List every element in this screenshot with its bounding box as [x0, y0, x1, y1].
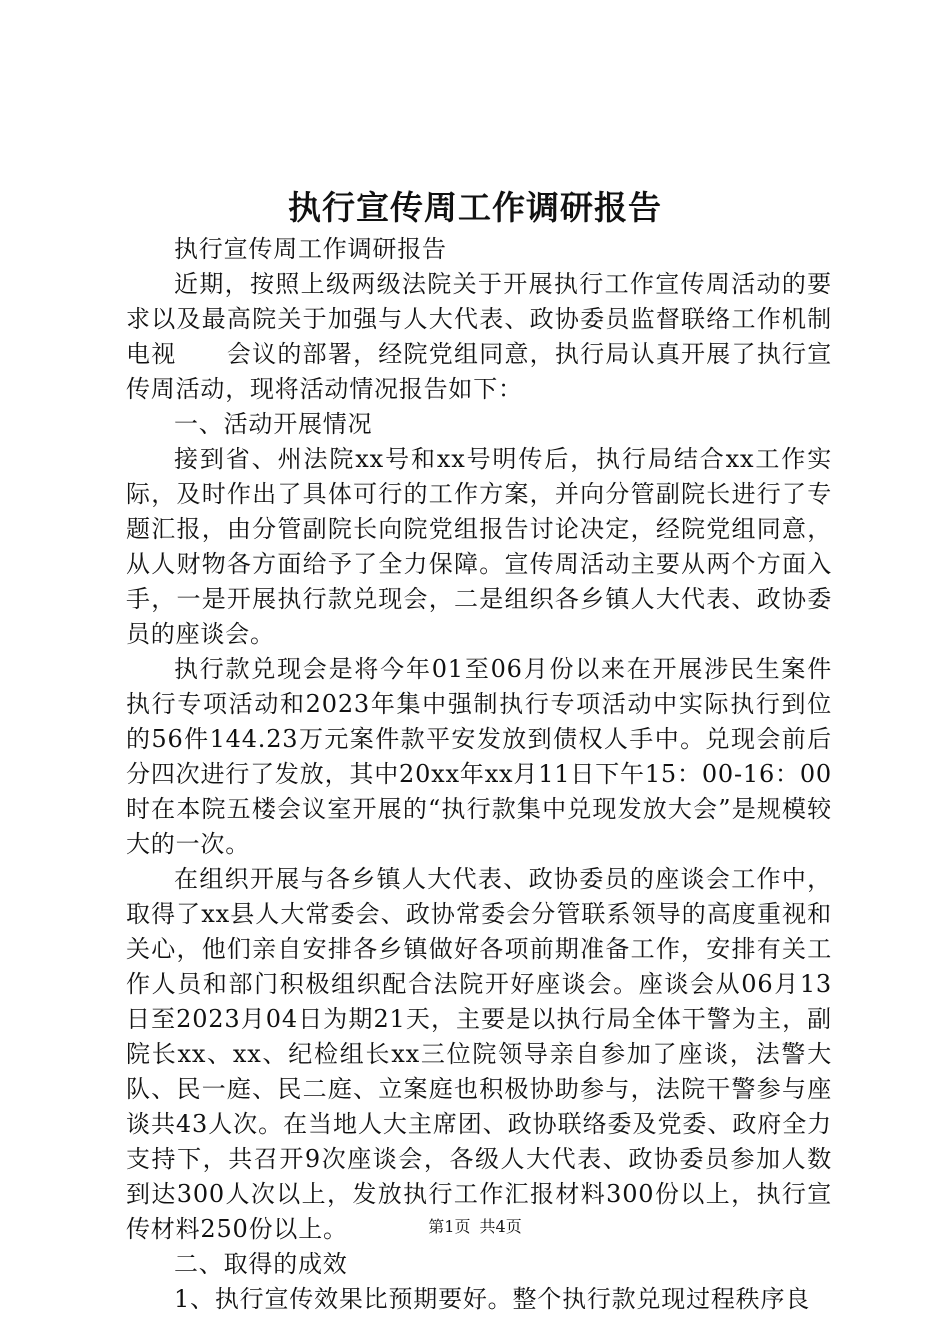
document-title: 执行宣传周工作调研报告 [288, 188, 662, 227]
body-paragraph: 在组织开展与各乡镇人大代表、政协委员的座谈会工作中，取得了xx县人大常委会、政协常委会分管联系领导的高度重视和关心，他们亲自安排各乡镇做好各项前期准备工作，安排有关工作人员和部门积极组织配合法院开好座谈会。座谈会从06月13日至2023月04日为期21天，主要是以执行局全体干警为主，副院长xx、xx、纪检组长xx三位院领导亲自参加了座谈，法警大队、民一庭、民二庭、立案庭也积极协助参与，法院干警参与座谈共43人次。在当地人大主席团、政协联络委及党委、政府全力支持下，共召开9次座谈会，各级人大代表、政协委员参加人数到达300人次以上，发放执行工作汇报材料300份以上，执行宣传材料250份以上。 [126, 865, 832, 1243]
body-paragraph: 执行款兑现会是将今年01至06月份以来在开展涉民生案件执行专项活动和2023年集中强制执行专项活动中实际执行到位的56件144.23万元案件款平安发放到债权人手中。兑现会前后分四次进行了发放，其中20xx年xx月11日下午15：00-16：00时在本院五楼会议室开展的“执行款集中兑现发放大会”是规模较大的一次。 [126, 655, 832, 858]
section-heading-results: 二、取得的成效 [174, 1250, 348, 1278]
document-body [126, 232, 832, 1317]
page-total: 共4页 [479, 1217, 522, 1236]
section-heading-activities: 一、活动开展情况 [174, 410, 373, 438]
body-paragraph: 1、执行宣传效果比预期要好。整个执行款兑现过程秩序良 [174, 1285, 811, 1313]
body-paragraph: 接到省、州法院xx号和xx号明传后，执行局结合xx工作实际，及时作出了具体可行的工作方案，并向分管副院长进行了专题汇报，由分管副院长向院党组报告讨论决定，经院党组同意，从人财物各方面给予了全力保障。宣传周活动主要从两个方面入手，一是开展执行款兑现会，二是组织各乡镇人大代表、政协委员的座谈会。 [126, 445, 832, 648]
page-footer [0, 1215, 950, 1239]
page-number: 第1页 [428, 1217, 471, 1236]
intro-paragraph: 近期，按照上级两级法院关于开展执行工作宣传周活动的要求以及最高院关于加强与人大代表、政协委员监督联络工作机制电视 会议的部署，经院党组同意，执行局认真开展了执行宣传周活动，现将活动情况报告如下： [126, 270, 832, 403]
subtitle-paragraph: 执行宣传周工作调研报告 [174, 235, 447, 263]
